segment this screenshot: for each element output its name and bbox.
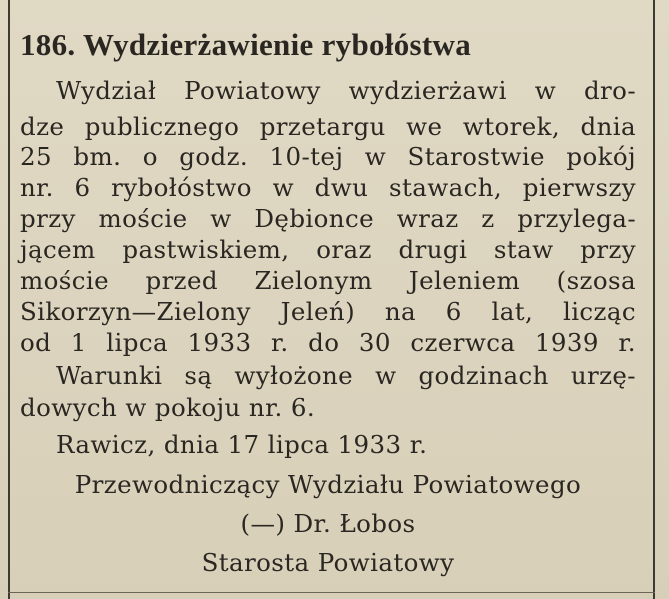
signature-role: Przewodniczący Wydziału Powiatowego [74, 470, 582, 499]
body-line-11: dowych w pokoju nr. 6. [20, 393, 316, 422]
body-line-2: dze publicznego przetargu we wtorek, dnia [20, 112, 636, 141]
body-line-4: nr. 6 rybołóstwo w dwu stawach, pierwszy [20, 173, 636, 202]
body-line-10: Warunki są wyłożone w godzinach urzę- [56, 361, 636, 390]
signature-office: Starosta Powiatowy [201, 548, 455, 577]
body-line-9: od 1 lipca 1933 r. do 30 czerwca 1939 r. [20, 328, 636, 357]
body-line-8: Sikorzyn—Zielony Jeleń) na 6 lat, licząc [20, 297, 636, 326]
right-column-rule [653, 0, 655, 599]
body-line-5: przy moście w Dębioncе wraz z przylega- [20, 204, 636, 233]
body-line-7: moście przed Zielonym Jeleniem (szosa [20, 266, 636, 295]
bottom-rule [8, 592, 655, 593]
notice-title: 186. Wydzierżawienie rybołóstwa [20, 27, 471, 62]
date-line: Rawicz, dnia 17 lipca 1933 r. [56, 430, 428, 459]
body-line-1: Wydział Powiatowy wydzierżawi w dro- [56, 76, 636, 105]
signature-name: (—) Dr. Łobos [240, 509, 416, 538]
body-line-3: 25 bm. o godz. 10-tej w Starostwie pokój [20, 142, 636, 171]
body-line-6: jącem pastwiskiem, oraz drugi staw przy [20, 235, 636, 264]
